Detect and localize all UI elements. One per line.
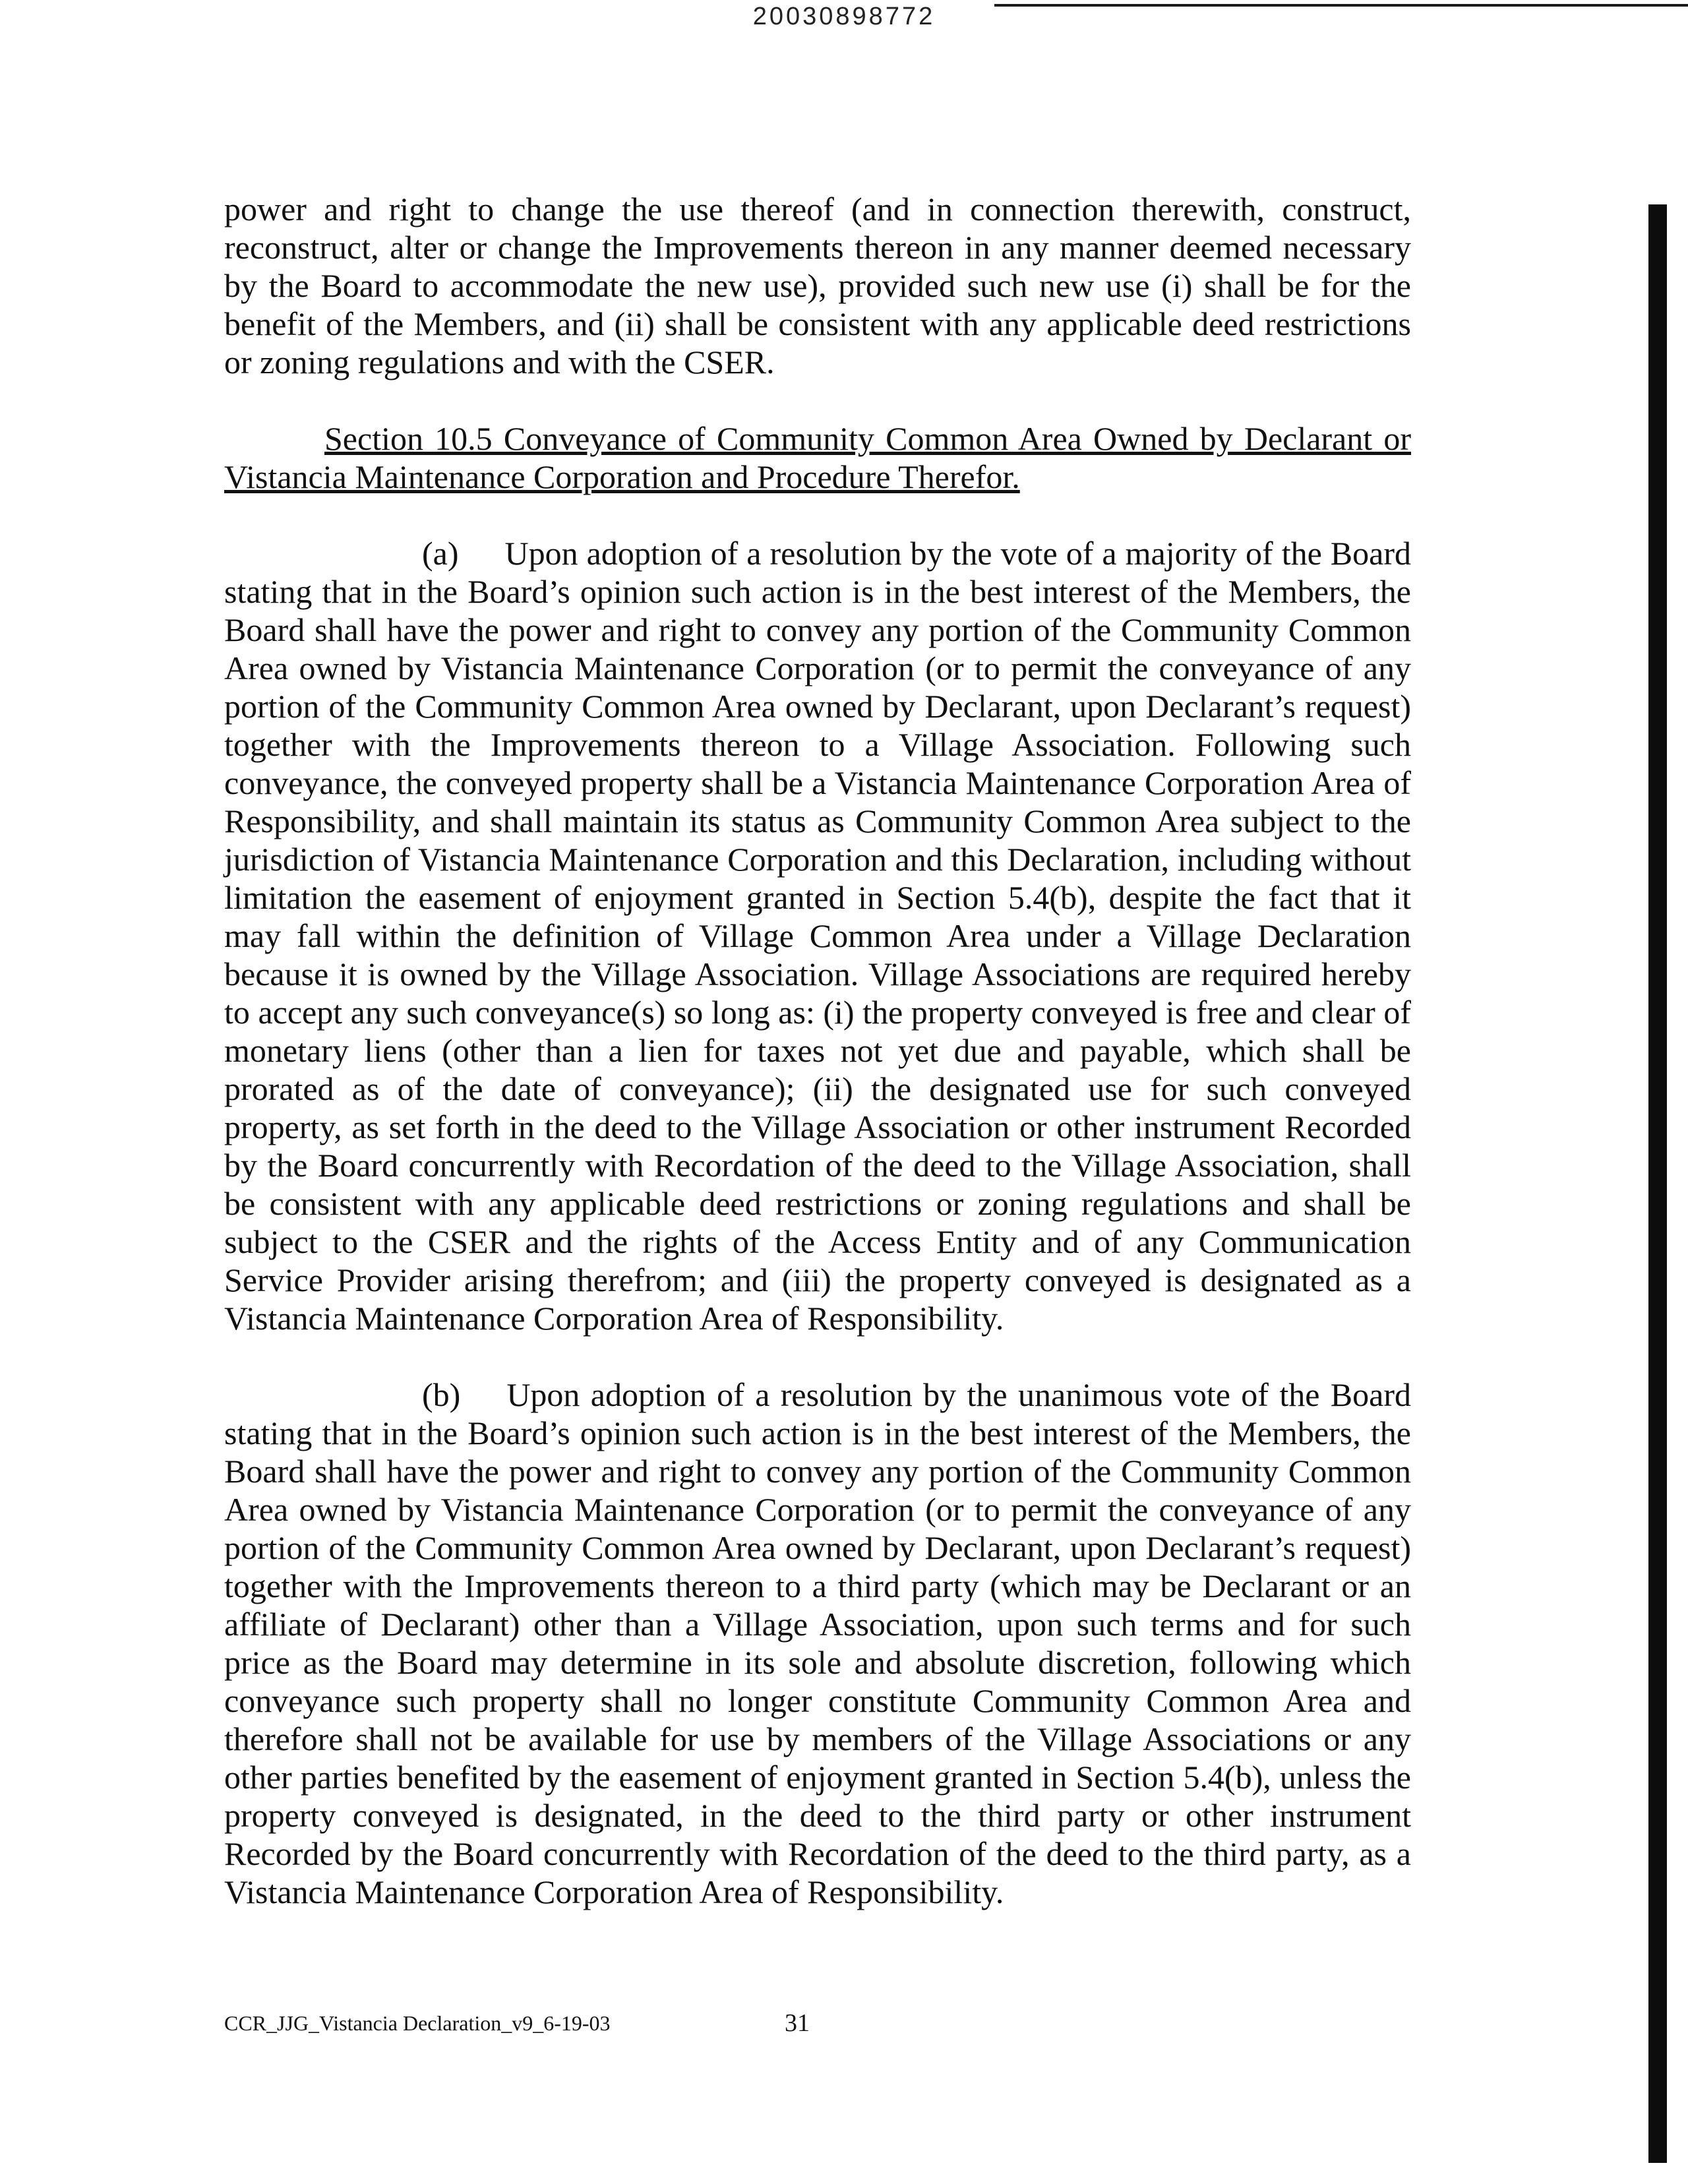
subsection-a	[224, 534, 1411, 1337]
page-number: 31	[785, 2009, 810, 2037]
section-heading: Section 10.5 Conveyance of Community Common Area Owned by Declarant or Vistancia Maintenance Corporation and Procedure Therefor.	[224, 420, 1411, 495]
intro-paragraph: power and right to change the use thereof (and in connection therewith, construct, reconstruct, alter or change the Improvements thereon in any manner deemed necessary by the Board to accommodate the new use), provided such new use (i) shall be for the benefit of the Members, and (ii) shall be consistent with any applicable deed restrictions or zoning regulations and with the CSER.	[224, 191, 1411, 380]
footer-file-name: CCR_JJG_Vistancia Declaration_v9_6-19-03	[224, 2011, 611, 2035]
subsection-a-text: Upon adoption of a resolution by the vote of a majority of the Board stating that in the Board’s opinion such action is in the best interest of the Members, the Board shall have the power and right to convey any portion of the Community Common Area owned by Vistancia Maintenance Corporation (or to permit the conveyance of any portion of the Community Common Area owned by Declarant, upon Declarant’s request) together with the Improvements thereon to a Village Association. Following such conveyance, the conveyed property shall be a Vistancia Maintenance Corporation Area of Responsibility, and shall maintain its status as Community Common Area subject to the jurisdiction of Vistancia Maintenance Corporation and this Declaration, including without limitation the easement of enjoyment granted in Section 5.4(b), despite the fact that it may fall within the definition of Village Common Area under a Village Declaration because it is owned by the Village Association. Village Associations are required hereby to accept any such conveyance(s) so long as: (i) the property conveyed is free and clear of monetary liens (other than a lien for taxes not yet due and payable, which shall be prorated as of the date of conveyance); (ii) the designated use for such conveyed property, as set forth in the deed to the Village Association or other instrument Recorded by the Board concurrently with Recordation of the deed to the Village Association, shall be consistent with any applicable deed restrictions or zoning regulations and shall be subject to the CSER and the rights of the Access Entity and of any Communication Service Provider arising therefrom; and (iii) the property conveyed is designated as a Vistancia Maintenance Corporation Area of Responsibility.	[224, 535, 1411, 1337]
subsection-a-label: (a)	[422, 535, 459, 572]
subsection-b-text: Upon adoption of a resolution by the unanimous vote of the Board stating that in the Board’s opinion such action is in the best interest of the Members, the Board shall have the power and right to convey any portion of the Community Common Area owned by Vistancia Maintenance Corporation (or to permit the conveyance of any portion of the Community Common Area owned by Declarant, upon Declarant’s request) together with the Improvements thereon to a third party (which may be Declarant or an affiliate of Declarant) other than a Village Association, upon such terms and for such price as the Board may determine in its sole and absolute discretion, following which conveyance such property shall no longer constitute Community Common Area and therefore shall not be available for use by members of the Village Associations or any other parties benefited by the easement of enjoyment granted in Section 5.4(b), unless the property conveyed is designated, in the deed to the third party or other instrument Recorded by the Board concurrently with Recordation of the deed to the third party, as a Vistancia Maintenance Corporation Area of Responsibility.	[224, 1376, 1411, 1910]
document-number: 20030898772	[752, 3, 936, 30]
page-body	[224, 190, 1411, 1911]
scan-edge-bar	[1648, 204, 1667, 2163]
subsection-b	[224, 1376, 1411, 1911]
subsection-b-label: (b)	[422, 1376, 461, 1413]
